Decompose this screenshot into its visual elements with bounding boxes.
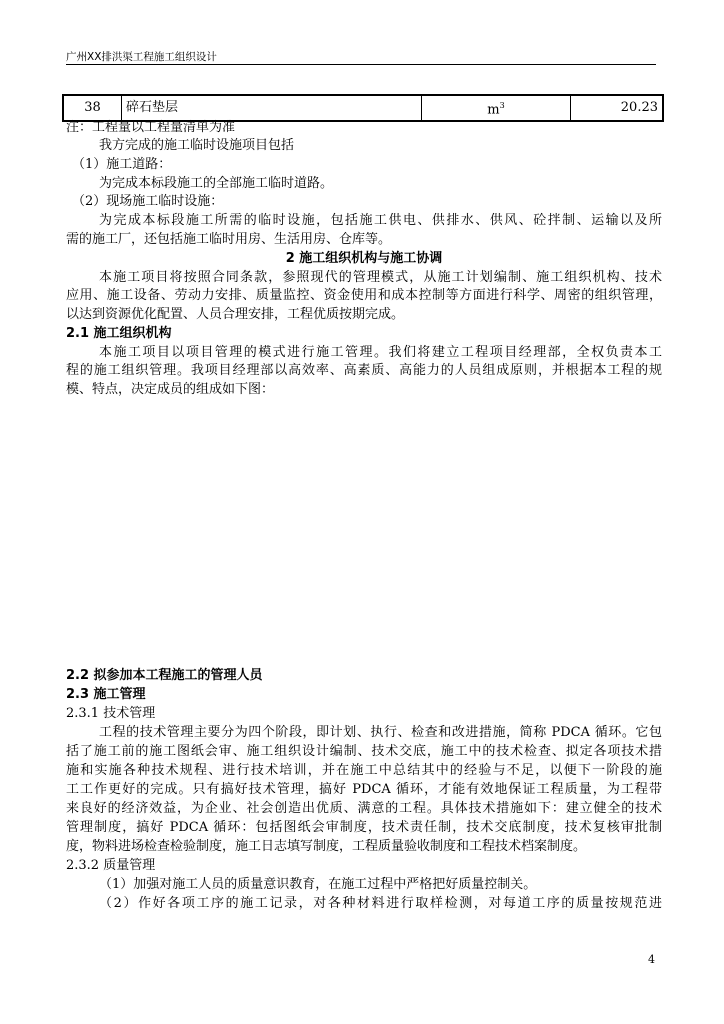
page-number: 4 xyxy=(648,953,655,966)
subsection-heading: 2.2 拟参加本工程施工的管理人员 xyxy=(66,668,263,683)
paragraph-line: 管理制度，搞好 PDCA 循环：包括图纸会审制度，技术责任制，技术交底制度，技术复核审批制 xyxy=(66,820,662,835)
paragraph-line: 括了施工前的施工图纸会审、施工组织设计编制、技术交底，施工中的技术检查、拟定各项技术措 xyxy=(66,744,662,759)
subsection-heading: 2.3 施工管理 xyxy=(66,687,146,702)
subsubsection-heading: 2.3.1 技术管理 xyxy=(66,706,156,721)
paragraph-line: 工程的技术管理主要分为四个阶段，即计划、执行、检查和改进措施，简称 PDCA 循环。它包 xyxy=(99,725,662,740)
subsection-heading: 2.1 施工组织机构 xyxy=(66,326,172,341)
paragraph-line: 来良好的经济效益，为企业、社会创造出优质、满意的工程。具体技术措施如下：建立健全的技术 xyxy=(66,801,662,816)
item-quantity: 20.23 xyxy=(571,95,664,121)
paragraph-line: 程的施工组织管理。我项目经理部以高效率、高素质、高能力的人员组成原则，并根据本工程的规 xyxy=(66,363,662,378)
item-name: 碎石垫层 xyxy=(122,95,422,121)
paragraph-line: 施和实施各种技术规程、进行技术培训，并在施工中总结其中的经验与不足，以便下一阶段的施 xyxy=(66,763,662,778)
unit-base: m xyxy=(487,102,500,118)
paragraph-line: 度，物料进场检查检验制度，施工日志填写制度，工程质量验收制度和工程技术档案制度。 xyxy=(66,839,587,854)
note-line: 注：工程量以工程量清单为准 xyxy=(66,120,236,135)
list-item-heading: （2）现场施工临时设施： xyxy=(72,194,224,209)
subsubsection-heading: 2.3.2 质量管理 xyxy=(66,858,156,873)
page-header xyxy=(66,50,656,65)
paragraph-line: 应用、施工设备、劳动力安排、质量监控、资金使用和成本控制等方面进行科学、周密的组织管理， xyxy=(66,288,662,303)
paragraph-line: 本施工项目以项目管理的模式进行施工管理。我们将建立工程项目经理部，全权负责本工 xyxy=(99,345,662,360)
paragraph-line: 为完成本标段施工所需的临时设施，包括施工供电、供排水、供风、砼拌制、运输以及所 xyxy=(99,213,662,228)
list-item: （2）作好各项工序的施工记录，对各种材料进行取样检测，对每道工序的质量按规范进 xyxy=(99,896,662,911)
paragraph-line: 为完成本标段施工的全部施工临时道路。 xyxy=(99,176,334,191)
paragraph-line: 模、特点，决定成员的组成如下图： xyxy=(66,382,275,397)
list-item: （1）加强对施工人员的质量意识教育，在施工过程中严格把好质量控制关。 xyxy=(99,877,537,892)
list-item-heading: （1）施工道路： xyxy=(72,157,172,172)
table-row xyxy=(63,95,663,121)
paragraph-line: 工工作更好的完成。只有搞好技术管理，搞好 PDCA 循环，才能有效地保证工程质量，为工程带 xyxy=(66,782,662,797)
paragraph-line: 我方完成的施工临时设施项目包括 xyxy=(99,138,295,153)
section-heading: 2 施工组织机构与施工协调 xyxy=(285,251,443,266)
paragraph-line: 以达到资源优化配置、人员合理安排，工程优质按期完成。 xyxy=(66,307,405,322)
header-title: 广州XX排洪渠工程施工组织设计 xyxy=(66,51,217,63)
paragraph-line: 需的施工厂，还包括施工临时用房、生活用房、仓库等。 xyxy=(66,232,392,247)
unit-superscript: 3 xyxy=(499,101,505,110)
item-unit xyxy=(422,95,571,121)
paragraph-line: 本施工项目将按照合同条款，参照现代的管理模式，从施工计划编制、施工组织机构、技术 xyxy=(99,270,662,285)
row-number: 38 xyxy=(63,95,122,121)
